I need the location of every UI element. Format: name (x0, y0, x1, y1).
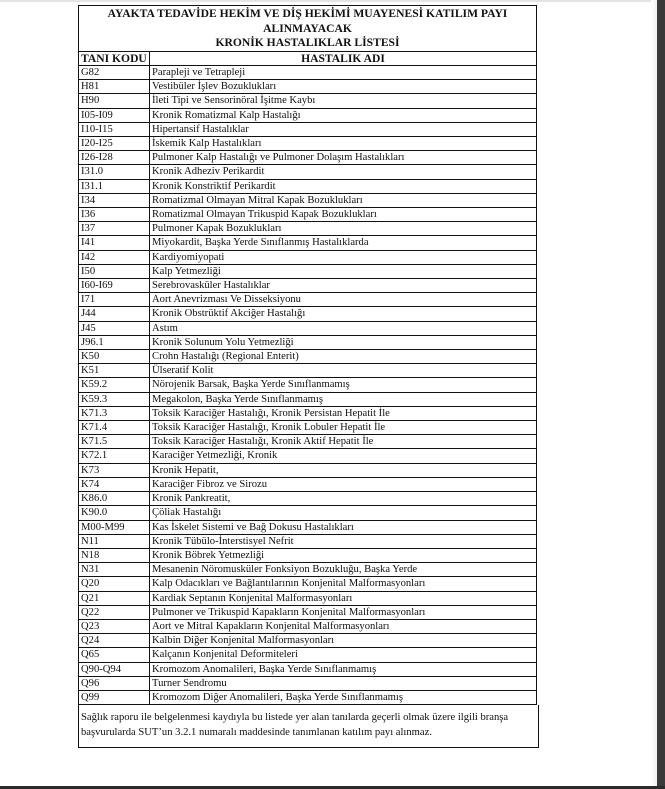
table-row (79, 137, 537, 151)
table-row (79, 350, 537, 364)
diagnosis-code: I26-I28 (79, 151, 150, 165)
diagnosis-code: I42 (79, 250, 150, 264)
table-row (79, 634, 537, 648)
table-row (79, 108, 537, 122)
disease-name: Turner Sendromu (150, 676, 537, 690)
table-row (79, 477, 537, 491)
table-row (79, 250, 537, 264)
diagnosis-code: G82 (79, 66, 150, 80)
table-row (79, 534, 537, 548)
table-row (79, 222, 537, 236)
disease-name: Hipertansif Hastalıklar (150, 122, 537, 136)
table-row (79, 548, 537, 562)
table-row (79, 279, 537, 293)
viewer-top-border (0, 0, 665, 2)
disease-name: Kardiyomiyopati (150, 250, 537, 264)
disease-name: Romatizmal Olmayan Mitral Kapak Bozuklukları (150, 193, 537, 207)
table-row (79, 236, 537, 250)
disease-name: Aort Anevrizması Ve Disseksiyonu (150, 293, 537, 307)
disease-name: Crohn Hastalığı (Regional Enterit) (150, 350, 537, 364)
table-row (79, 179, 537, 193)
table-row (79, 122, 537, 136)
disease-name: Kalp Odacıkları ve Bağlantılarının Konjenital Malformasyonları (150, 577, 537, 591)
diagnosis-code: I60-I69 (79, 279, 150, 293)
diagnosis-code: K73 (79, 463, 150, 477)
table-row (79, 165, 537, 179)
diagnosis-code: K71.4 (79, 421, 150, 435)
diagnosis-code: K59.3 (79, 392, 150, 406)
table-row (79, 506, 537, 520)
disease-name: İskemik Kalp Hastalıkları (150, 137, 537, 151)
table-row (79, 94, 537, 108)
footnote (78, 705, 539, 748)
table-row (79, 80, 537, 94)
disease-name: İleti Tipi ve Sensorinöral İşitme Kaybı (150, 94, 537, 108)
disease-name: Kalp Yetmezliği (150, 264, 537, 278)
diagnosis-code: I36 (79, 208, 150, 222)
disease-name: Parapleji ve Tetrapleji (150, 66, 537, 80)
diagnosis-code: I37 (79, 222, 150, 236)
disease-name: Kronik Tübülo-İnterstisyel Nefrit (150, 534, 537, 548)
table-row (79, 406, 537, 420)
document-title (79, 6, 537, 52)
title-row (79, 6, 537, 52)
disease-name: Kronik Adheziv Perikardit (150, 165, 537, 179)
column-header-name: HASTALIK ADI (150, 51, 537, 66)
disease-name: Kronik Böbrek Yetmezliği (150, 548, 537, 562)
diagnosis-code: Q22 (79, 605, 150, 619)
document-page (78, 5, 537, 748)
diagnosis-code: H81 (79, 80, 150, 94)
diagnosis-code: I31.0 (79, 165, 150, 179)
diagnosis-code: Q90-Q94 (79, 662, 150, 676)
diagnosis-code: I31.1 (79, 179, 150, 193)
diagnosis-code: Q21 (79, 591, 150, 605)
diagnosis-code: N31 (79, 563, 150, 577)
diagnosis-code: Q24 (79, 634, 150, 648)
table-row (79, 378, 537, 392)
diagnosis-code: I05-I09 (79, 108, 150, 122)
disease-name: Serebrovasküler Hastalıklar (150, 279, 537, 293)
table-row (79, 307, 537, 321)
diagnosis-code: K74 (79, 477, 150, 491)
table-row (79, 605, 537, 619)
title-line: AYAKTA TEDAVİDE HEKİM VE DİŞ HEKİMİ MUAYENESİ KATILIM PAYI (107, 7, 508, 20)
disease-name: Kas İskelet Sistemi ve Bağ Dokusu Hastalıkları (150, 520, 537, 534)
disease-name: Astım (150, 321, 537, 335)
disease-name: Karaciğer Fibroz ve Sirozu (150, 477, 537, 491)
disease-name: Kalbin Diğer Konjenital Malformasyonları (150, 634, 537, 648)
diagnosis-code: Q20 (79, 577, 150, 591)
disease-name: Toksik Karaciğer Hastalığı, Kronik Lobuler Hepatit İle (150, 421, 537, 435)
disease-name: Kronik Obstrüktif Akciğer Hastalığı (150, 307, 537, 321)
disease-name: Kromozom Diğer Anomalileri, Başka Yerde Sınıflanmamış (150, 690, 537, 704)
disease-name: Ülseratif Kolit (150, 364, 537, 378)
footnote-line: Sağlık raporu ile belgelenmesi kaydıyla bu listede yer alan tanılarda geçerli olmak üzere ilgili branşa (81, 712, 509, 724)
disease-name: Toksik Karaciğer Hastalığı, Kronik Persistan Hepatit İle (150, 406, 537, 420)
disease-name: Romatizmal Olmayan Trikuspid Kapak Bozuklukları (150, 208, 537, 222)
disease-name: Vestibüler İşlev Bozuklukları (150, 80, 537, 94)
disease-name: Karaciğer Yetmezliği, Kronik (150, 449, 537, 463)
diagnosis-code: K71.3 (79, 406, 150, 420)
table-row (79, 449, 537, 463)
disease-name: Pulmoner ve Trikuspid Kapakların Konjenital Malformasyonları (150, 605, 537, 619)
diagnosis-code: K72.1 (79, 449, 150, 463)
diagnosis-code: N11 (79, 534, 150, 548)
diagnosis-code: M00-M99 (79, 520, 150, 534)
diagnosis-code: K71.5 (79, 435, 150, 449)
disease-name: Pulmoner Kapak Bozuklukları (150, 222, 537, 236)
disease-name: Kronik Pankreatit, (150, 492, 537, 506)
disease-name: Kronik Hepatit, (150, 463, 537, 477)
diagnosis-code: I10-I15 (79, 122, 150, 136)
table-row (79, 66, 537, 80)
diagnosis-code: Q23 (79, 619, 150, 633)
disease-name: Pulmoner Kalp Hastalığı ve Pulmoner Dolaşım Hastalıkları (150, 151, 537, 165)
disease-name: Kronik Konstriktif Perikardit (150, 179, 537, 193)
disease-name: Mesanenin Nöromusküler Fonksiyon Bozukluğu, Başka Yerde (150, 563, 537, 577)
table-row (79, 293, 537, 307)
table-row (79, 591, 537, 605)
table-row (79, 364, 537, 378)
diagnosis-code: Q96 (79, 676, 150, 690)
table-row (79, 662, 537, 676)
disease-name: Kalçanın Konjenital Deformiteleri (150, 648, 537, 662)
diagnosis-code: K86.0 (79, 492, 150, 506)
diagnosis-code: I20-I25 (79, 137, 150, 151)
disease-name: Kronik Solunum Yolu Yetmezliği (150, 335, 537, 349)
diagnosis-code: I41 (79, 236, 150, 250)
disease-name: Miyokardit, Başka Yerde Sınıflanmış Hastalıklarda (150, 236, 537, 250)
diagnosis-code: K51 (79, 364, 150, 378)
diagnosis-code: J45 (79, 321, 150, 335)
diagnosis-code: I50 (79, 264, 150, 278)
table-row (79, 392, 537, 406)
diagnosis-code: K90.0 (79, 506, 150, 520)
disease-name: Çöliak Hastalığı (150, 506, 537, 520)
column-header-code: TANI KODU (79, 51, 150, 66)
table-row (79, 151, 537, 165)
title-line: ALINMAYACAK (263, 21, 352, 35)
table-row (79, 208, 537, 222)
table-row (79, 264, 537, 278)
table-row (79, 435, 537, 449)
disease-name: Kronik Romatizmal Kalp Hastalığı (150, 108, 537, 122)
diagnosis-code: I71 (79, 293, 150, 307)
disease-name: Kromozom Anomalileri, Başka Yerde Sınıflanmamış (150, 662, 537, 676)
footnote-line: başvurularda SUT’un 3.2.1 numaralı maddesinde tanımlanan katılım payı alınmaz. (81, 727, 432, 739)
table-row (79, 492, 537, 506)
table-row (79, 421, 537, 435)
table-row (79, 563, 537, 577)
table-row (79, 321, 537, 335)
viewer-right-border (657, 0, 665, 789)
disease-name: Toksik Karaciğer Hastalığı, Kronik Aktif Hepatit İle (150, 435, 537, 449)
table-row (79, 577, 537, 591)
title-line: KRONİK HASTALIKLAR LİSTESİ (215, 36, 400, 49)
table-row (79, 690, 537, 704)
disease-name: Megakolon, Başka Yerde Sınıflanmamış (150, 392, 537, 406)
table-row (79, 619, 537, 633)
diagnosis-code: Q99 (79, 690, 150, 704)
table-header-row (79, 51, 537, 66)
diagnosis-code: I34 (79, 193, 150, 207)
table-row (79, 335, 537, 349)
diagnosis-code: J96.1 (79, 335, 150, 349)
diagnosis-code: Q65 (79, 648, 150, 662)
diagnosis-code: K50 (79, 350, 150, 364)
disease-name: Nörojenik Barsak, Başka Yerde Sınıflanmamış (150, 378, 537, 392)
table-row (79, 648, 537, 662)
disease-name: Aort ve Mitral Kapakların Konjenital Malformasyonları (150, 619, 537, 633)
chronic-disease-table (78, 5, 537, 705)
diagnosis-code: K59.2 (79, 378, 150, 392)
diagnosis-code: J44 (79, 307, 150, 321)
table-row (79, 676, 537, 690)
diagnosis-code: H90 (79, 94, 150, 108)
disease-name: Kardiak Septanın Konjenital Malformasyonları (150, 591, 537, 605)
diagnosis-code: N18 (79, 548, 150, 562)
table-row (79, 463, 537, 477)
table-row (79, 520, 537, 534)
table-row (79, 193, 537, 207)
